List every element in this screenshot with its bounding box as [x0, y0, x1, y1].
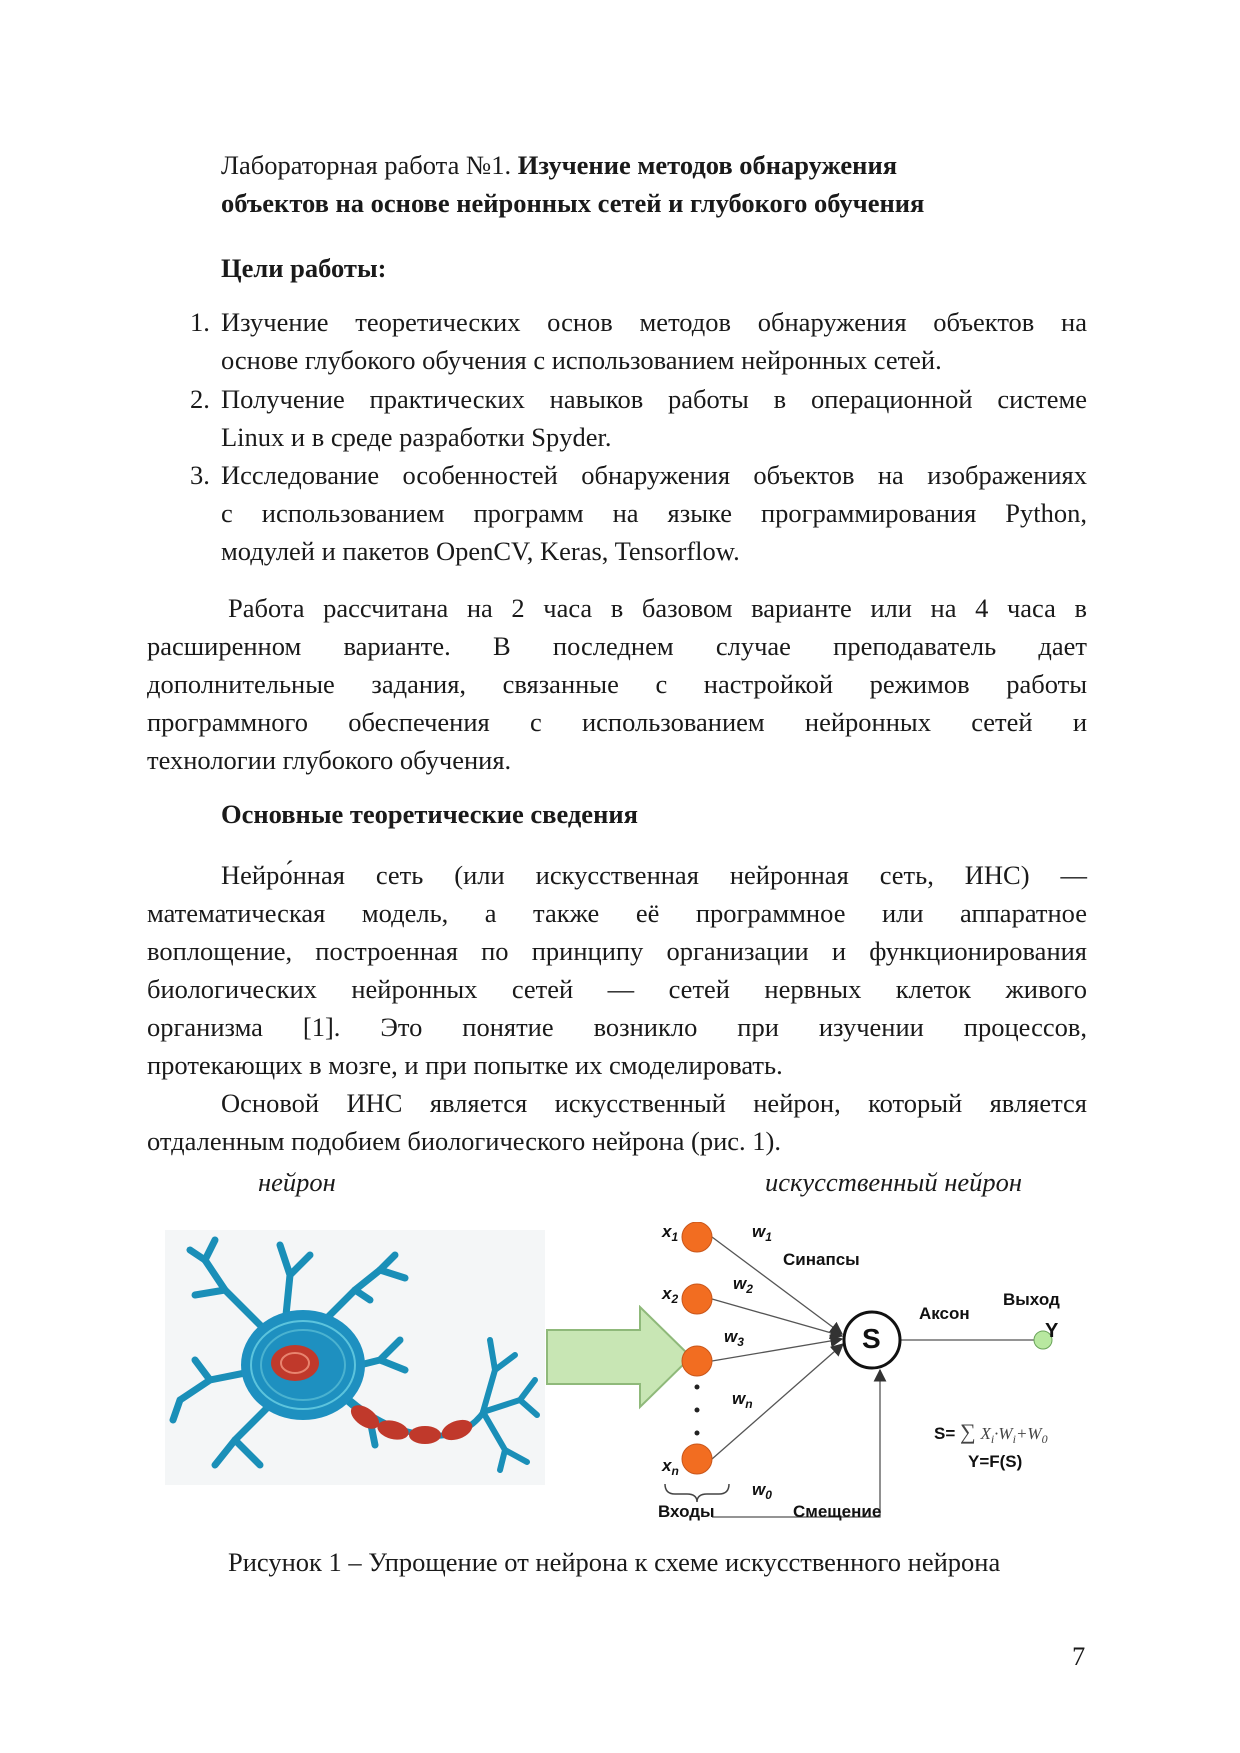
- formula-y: Y=F(S): [968, 1452, 1023, 1471]
- label-sum: S: [862, 1323, 881, 1354]
- goal-number-2: 2.: [190, 384, 210, 414]
- duration-line3: дополнительные задания, связанные с настройкой режимов работы: [147, 669, 1087, 699]
- synapse-lines: [712, 1237, 1035, 1517]
- duration-line2: расширенном варианте. В последнем случае преподаватель дает: [147, 631, 1087, 661]
- biological-neuron-illustration: [165, 1230, 545, 1485]
- goal-number-1: 1.: [190, 307, 210, 337]
- formula-s: S= ∑ $X_i\cdot W_i+W_0$: [934, 1419, 1048, 1446]
- label-x2: $x_2$: [662, 1284, 679, 1306]
- label-xn: $x_n$: [662, 1456, 679, 1478]
- formula-sum-symbol: ∑: [960, 1419, 976, 1444]
- ellipsis-dots: [695, 1385, 700, 1436]
- theory-p1-line4: биологических нейронных сетей — сетей нервных клеток живого: [147, 974, 1087, 1004]
- label-w1: $w_1$: [752, 1222, 772, 1244]
- goal-1-line2: основе глубокого обучения с использованием нейронных сетей.: [221, 345, 942, 375]
- lab-title-line1: [221, 146, 897, 184]
- label-synapses: Синапсы: [783, 1250, 860, 1269]
- goal-3-line1: Исследование особенностей обнаружения объектов на изображениях: [221, 460, 1087, 490]
- lab-title-prefix: Лабораторная работа №1.: [221, 150, 512, 180]
- label-w0: $w_0$: [752, 1480, 772, 1502]
- lab-title-bold: Изучение методов обнаружения: [517, 150, 898, 180]
- input-node-x1: [682, 1222, 712, 1252]
- input-node-xn: [682, 1444, 712, 1474]
- goals-heading: Цели работы:: [221, 253, 387, 283]
- label-axon: Аксон: [919, 1304, 970, 1323]
- nucleus: [271, 1345, 319, 1381]
- theory-p1-line6: протекающих в мозге, и при попытке их смоделировать.: [147, 1050, 783, 1080]
- formula-terms: $X_i\cdot W_i+W_0$: [980, 1424, 1048, 1446]
- goal-1-line1: Изучение теоретических основ методов обнаружения объектов на: [221, 307, 1087, 337]
- label-wn: $w_n$: [732, 1389, 753, 1411]
- figure-label-artificial-neuron: искусственный нейрон: [765, 1167, 1023, 1197]
- label-output: Выход: [1003, 1290, 1060, 1309]
- theory-heading: Основные теоретические сведения: [221, 799, 638, 829]
- lab-title-line2: объектов на основе нейронных сетей и глубокого обучения: [221, 188, 925, 218]
- goal-2-line1: Получение практических навыков работы в операционной системе: [221, 384, 1087, 414]
- figure-label-neuron: нейрон: [258, 1167, 336, 1197]
- figure-caption: Рисунок 1 – Упрощение от нейрона к схеме искусственного нейрона: [228, 1547, 1001, 1577]
- goal-number-3: 3.: [190, 460, 210, 490]
- theory-p1-line1: Нейро́нная сеть (или искусственная нейронная сеть, ИНС) —: [221, 860, 1087, 890]
- input-node-x3: [682, 1346, 712, 1376]
- theory-p1-line2: математическая модель, а также её программное или аппаратное: [147, 898, 1087, 928]
- inputs-brace: [665, 1484, 729, 1502]
- theory-p1-line5: организма [1]. Это понятие возникло при изучении процессов,: [147, 1012, 1087, 1042]
- input-nodes: [682, 1222, 712, 1474]
- theory-p2-line1: Основой ИНС является искусственный нейрон, который является: [221, 1088, 1087, 1118]
- label-w2: $w_2$: [733, 1274, 753, 1296]
- input-node-x2: [682, 1284, 712, 1314]
- label-x1: $x_1$: [662, 1222, 679, 1244]
- label-w3: $w_3$: [724, 1327, 744, 1349]
- label-inputs: Входы: [658, 1502, 715, 1521]
- duration-line4: программного обеспечения с использованием нейронных сетей и: [147, 707, 1087, 737]
- duration-line1: Работа рассчитана на 2 часа в базовом варианте или на 4 часа в: [228, 593, 1087, 623]
- goal-2-line2: Linux и в среде разработки Spyder.: [221, 422, 612, 452]
- goal-3-line2: с использованием программ на языке программирования Python,: [221, 498, 1087, 528]
- theory-p1-line3: воплощение, построенная по принципу организации и функционирования: [147, 936, 1087, 966]
- page-number: 7: [1072, 1641, 1086, 1671]
- label-bias: Смещение: [793, 1502, 882, 1521]
- label-y: Y: [1045, 1320, 1059, 1342]
- duration-line5: технологии глубокого обучения.: [147, 745, 512, 775]
- goal-3-line3: модулей и пакетов OpenCV, Keras, Tensorflow.: [221, 536, 740, 566]
- theory-p2-line2: отдаленным подобием биологического нейрона (рис. 1).: [147, 1126, 782, 1156]
